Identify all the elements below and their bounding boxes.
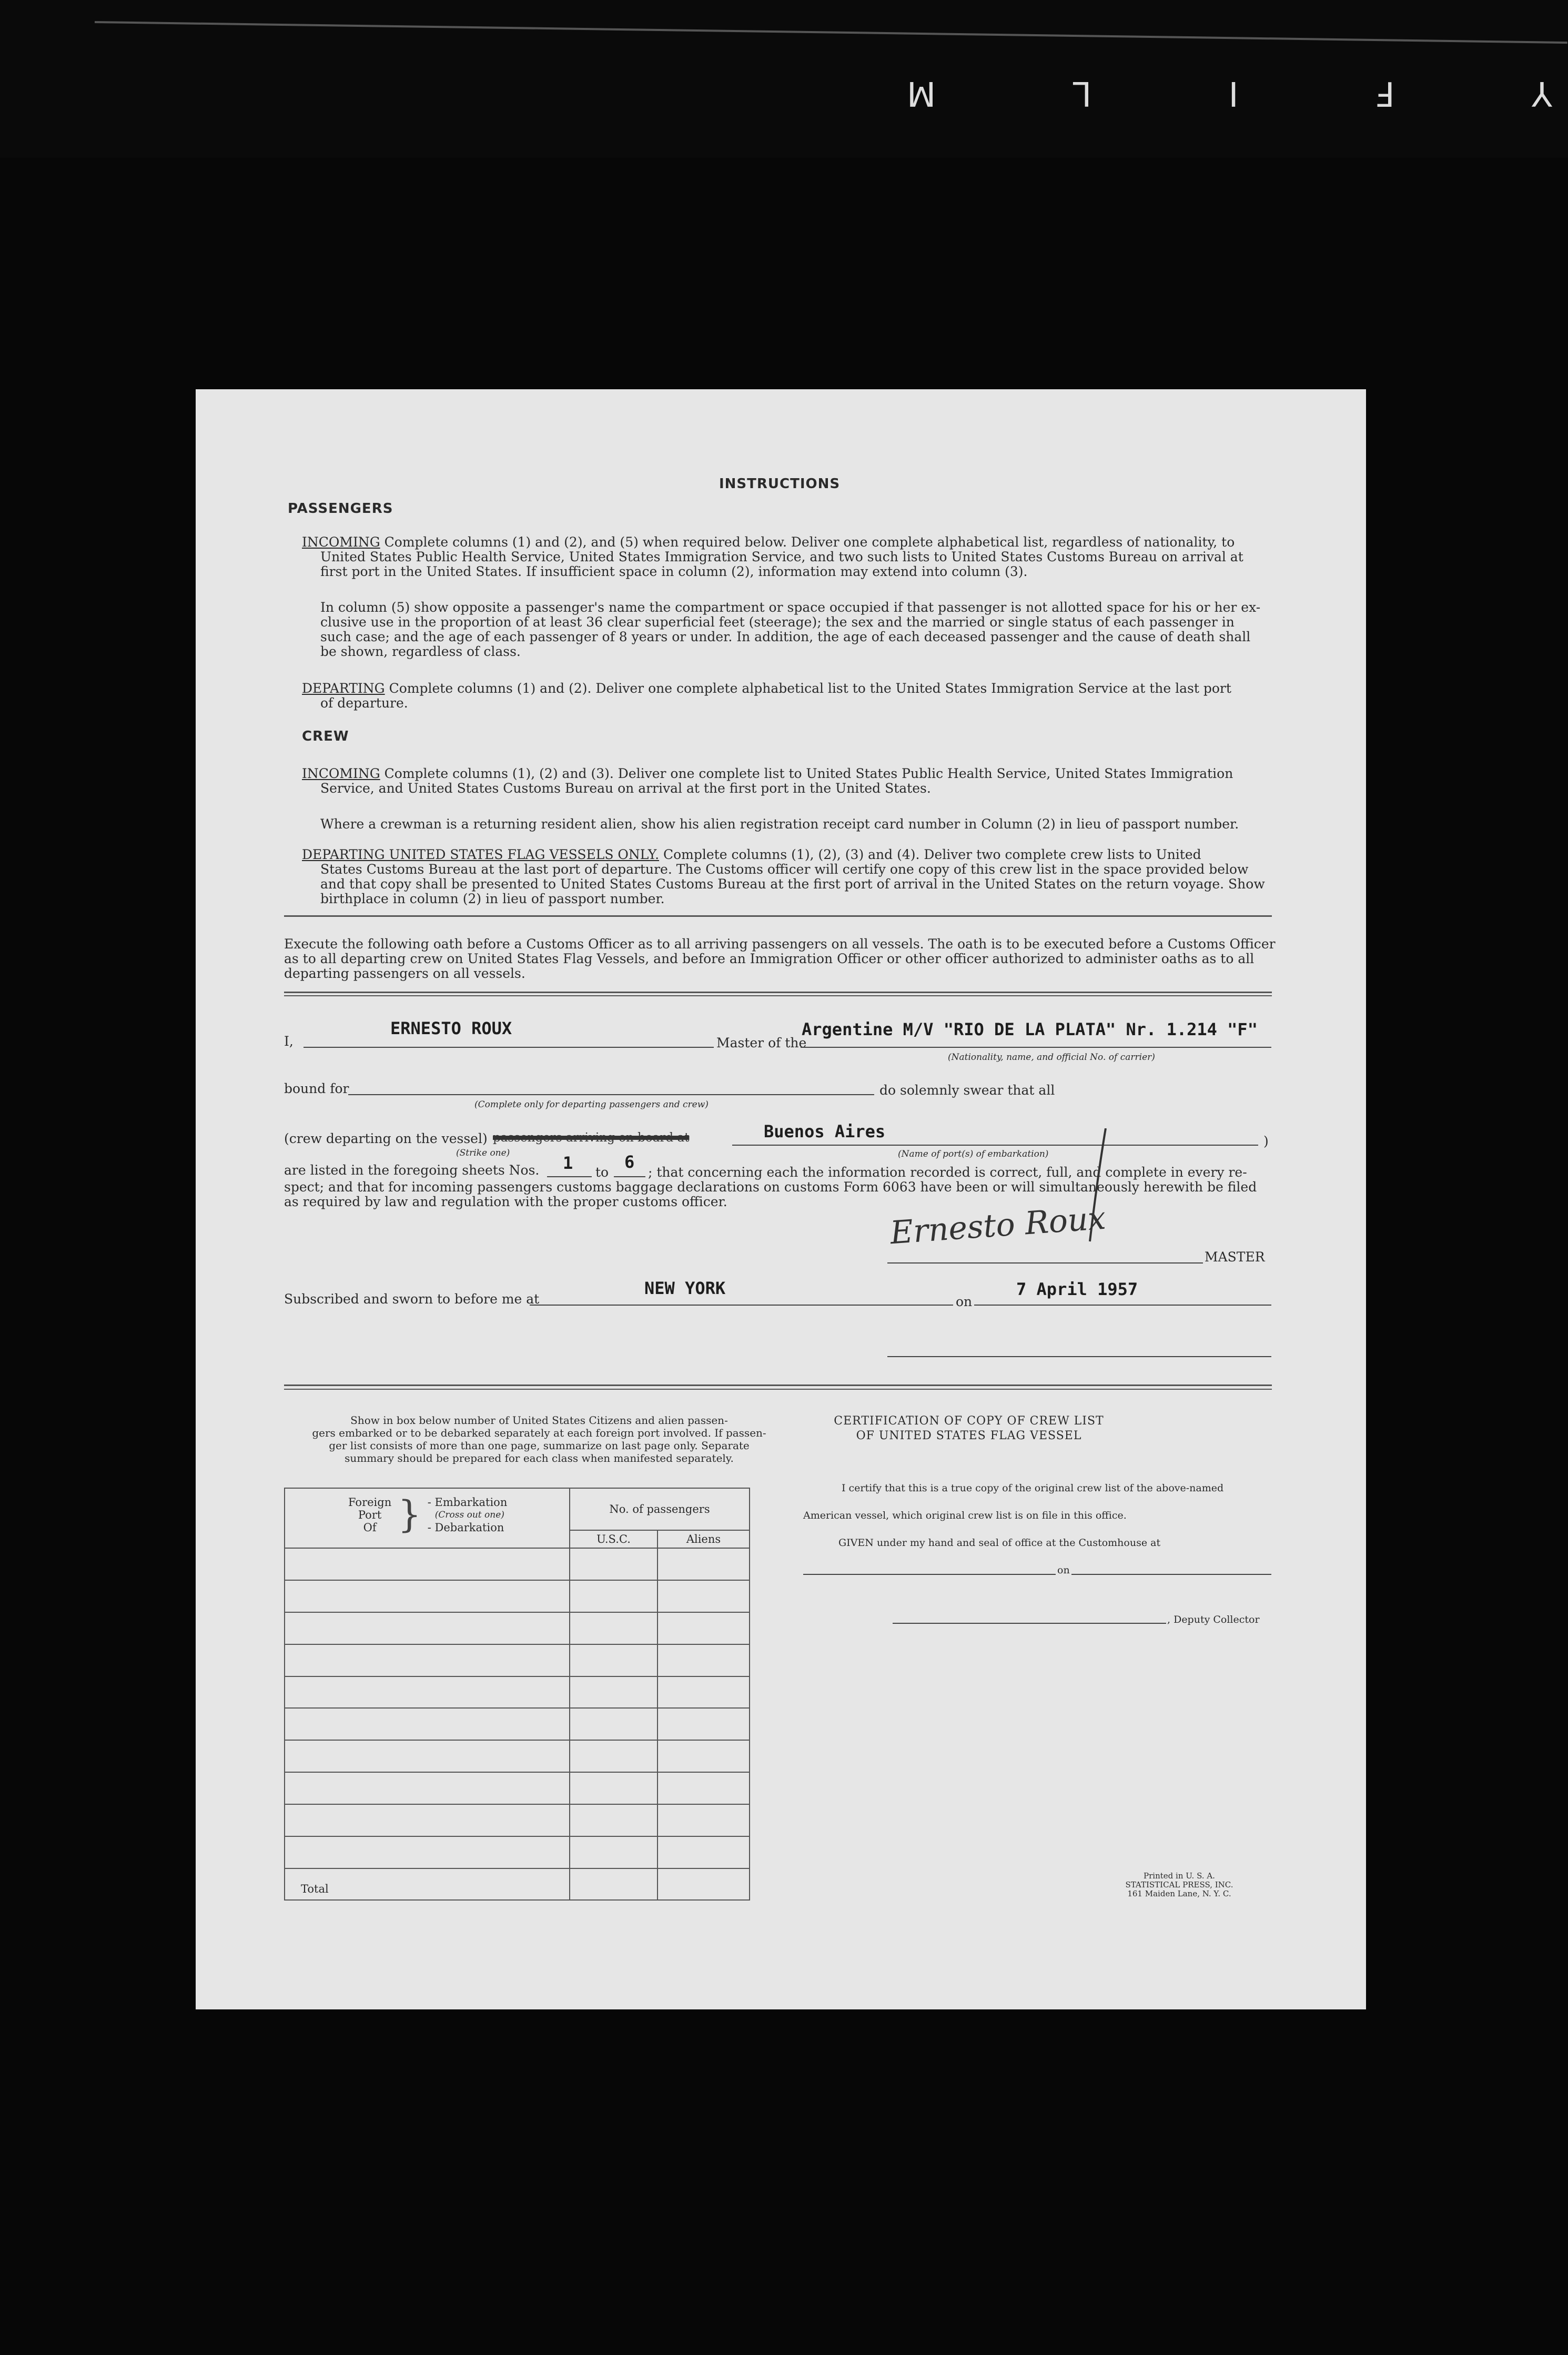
sheet-to-line [614, 1176, 645, 1177]
bound-caption: (Complete only for departing passengers and crew) [474, 1099, 709, 1110]
oath-intro-line-3: departing passengers on all vessels. [284, 966, 525, 981]
brace-icon: } [398, 1493, 421, 1536]
crew-incoming-line-1 [302, 766, 1233, 781]
vessel-name: Argentine M/V "RIO DE LA PLATA" Nr. 1.214 "F" [802, 1019, 1258, 1039]
printer-line-2: STATISTICAL PRESS, INC. [1125, 1880, 1233, 1889]
flag-label: DEPARTING UNITED STATES FLAG VESSELS ONLY. [302, 847, 660, 862]
signature-stroke [1085, 1128, 1111, 1244]
customhouse-line [803, 1574, 1056, 1575]
crew-departing [284, 1131, 488, 1146]
film-marks: Y F I L M [843, 74, 1552, 113]
to-label: to [595, 1165, 609, 1180]
divider [284, 1384, 1272, 1386]
table-row [285, 1612, 750, 1644]
on-label: on [956, 1294, 973, 1309]
printer-line-3: 161 Maiden Lane, N. Y. C. [1127, 1889, 1231, 1898]
i-label: I, [284, 1034, 294, 1049]
debarkation-label: - Debarkation [427, 1521, 504, 1534]
incoming-line-2: United States Public Health Service, United States Immigration Service, and two such lists to United States Customs Bureau on arrival at [320, 549, 1243, 564]
certification-title-1: CERTIFICATION OF COPY OF CREW LIST [834, 1414, 1104, 1428]
departing-line-1 [302, 681, 1231, 696]
usc-header: U.S.C. [570, 1530, 657, 1548]
port-name: Buenos Aires [764, 1121, 886, 1141]
master-signature: Ernesto Roux [889, 1199, 1107, 1252]
passenger-summary-table [284, 1488, 750, 1901]
table-row [285, 1740, 750, 1772]
date: 7 April 1957 [1016, 1279, 1138, 1299]
departing-label: DEPARTING [302, 681, 385, 696]
departing-text: Complete columns (1) and (2). Deliver one complete alphabetical list to the United States Immigration Service at the last port [389, 681, 1231, 696]
departing-line-2: of departure. [320, 695, 408, 711]
film-edge-line [95, 21, 1567, 44]
sheet-from: 1 [563, 1153, 573, 1173]
certify-line-2: spect; and that for incoming passengers customs baggage declarations on customs Form 6063 have been or will simultaneously herewith be filed [284, 1179, 1257, 1195]
flag-line-3: and that copy shall be presented to United States Customs Bureau at the first port of arrival in the United States on the return voyage. Show [320, 876, 1265, 892]
flag-line-4: birthplace in column (2) in lieu of passport number. [320, 891, 665, 906]
vessel-caption: (Nationality, name, and official No. of carrier) [948, 1052, 1155, 1063]
incoming-label: INCOMING [302, 534, 380, 550]
summary-note-line-1: Show in box below number of United States Citizens and alien passen- [350, 1414, 728, 1427]
incoming-text: Complete columns (1) and (2), and (5) when required below. Deliver one complete alphabetical list, regardless of nationality, to [384, 534, 1235, 550]
closing-paren: ) [1263, 1134, 1269, 1149]
summary-note-line-3: ger list consists of more than one page, summarize on last page only. Separate [329, 1439, 750, 1452]
total-row [285, 1868, 750, 1900]
master-name-line [304, 1047, 714, 1048]
crew-incoming-label: INCOMING [302, 766, 380, 781]
flag-line-1 [302, 847, 1201, 862]
sheets-label: are listed in the foregoing sheets Nos. [284, 1163, 540, 1178]
certify-line-1: ; that concerning each the information recorded is correct, full, and complete in every re- [648, 1165, 1247, 1180]
film-border [0, 0, 1568, 158]
strike-caption: (Strike one) [456, 1148, 510, 1158]
passengers-heading: PASSENGERS [288, 501, 393, 517]
certification-line-3: GIVEN under my hand and seal of office at the Customhouse at [838, 1537, 1161, 1549]
table-row [285, 1548, 750, 1580]
officer-signature-line [887, 1356, 1271, 1357]
divider [284, 915, 1272, 917]
printer-info [1090, 1872, 1269, 1898]
master-name: ERNESTO ROUX [390, 1018, 512, 1038]
printer-line-1: Printed in U. S. A. [1144, 1871, 1215, 1881]
incoming-line-3: first port in the United States. If insufficient space in column (2), information may extend into column (3). [320, 564, 1028, 579]
certification-date-line [1071, 1574, 1271, 1575]
certification-line-1: I certify that this is a true copy of the original crew list of the above-named [842, 1482, 1224, 1494]
table-row [285, 1676, 750, 1709]
table-header-row [285, 1488, 750, 1530]
column5-line-1: In column (5) show opposite a passenger's name the compartment or space occupied if that passenger is not allotted space for his or her ex- [320, 600, 1261, 615]
crew-incoming-text: Complete columns (1), (2) and (3). Deliver one complete list to United States Public Health Service, United States Immigration [384, 766, 1233, 781]
aliens-header: Aliens [657, 1530, 750, 1548]
divider [284, 992, 1272, 993]
master-signature-line [887, 1262, 1203, 1264]
certify-line-3: as required by law and regulation with the proper customs officer. [284, 1194, 727, 1209]
foreign-port-label-2: Port [358, 1509, 382, 1521]
table-row [285, 1772, 750, 1804]
column5-line-3: such case; and the age of each passenger of 8 years or under. In addition, the age of each deceased passenger and the cause of death shall [320, 629, 1251, 644]
date-line [974, 1305, 1271, 1306]
city-line [530, 1305, 953, 1306]
certification-line-2: American vessel, which original crew list is on file in this office. [803, 1510, 1127, 1521]
embarkation-label: - Embarkation [427, 1496, 508, 1509]
column5-line-2: clusive use in the proportion of at least 36 clear superficial feet (steerage); the sex and the married or single status of each passenger in [320, 614, 1235, 630]
master-of-label: Master of the [716, 1035, 807, 1050]
summary-note-line-2: gers embarked or to be debarked separately at each foreign port involved. If passen- [312, 1427, 766, 1439]
swear-text: do solemnly swear that all [879, 1083, 1055, 1098]
port-caption: (Name of port(s) of embarkation) [898, 1149, 1049, 1159]
table-row [285, 1580, 750, 1612]
cross-out-label: (Cross out one) [434, 1510, 504, 1520]
flag-line-2: States Customs Bureau at the last port of departure. The Customs officer will certify one copy of this crew list in the space provided below [320, 862, 1249, 877]
bound-for-label: bound for [284, 1081, 349, 1096]
divider [284, 1389, 1272, 1390]
certification-title-2: OF UNITED STATES FLAG VESSEL [856, 1429, 1082, 1442]
table-row [285, 1708, 750, 1740]
sheet-to: 6 [624, 1152, 635, 1172]
master-label: MASTER [1205, 1249, 1265, 1265]
vessel-line [801, 1047, 1271, 1048]
subscribed-label: Subscribed and sworn to before me at [284, 1291, 540, 1307]
oath-intro-line-2: as to all departing crew on United States Flag Vessels, and before an Immigration Officer or other officer authorized to administer oaths as to all [284, 951, 1255, 966]
divider [284, 995, 1272, 996]
table-row [285, 1644, 750, 1676]
crewman-line: Where a crewman is a returning resident alien, show his alien registration receipt card number in Column (2) in lieu of passport number. [320, 816, 1239, 832]
instructions-title: INSTRUCTIONS [719, 476, 841, 492]
summary-note-line-4: summary should be prepared for each class when manifested separately. [345, 1452, 734, 1464]
certification-on-label: on [1057, 1564, 1070, 1576]
certification-title [801, 1414, 1137, 1443]
bound-for-line [348, 1094, 874, 1095]
column5-line-4: be shown, regardless of class. [320, 644, 521, 659]
no-passengers-header: No. of passengers [570, 1488, 750, 1530]
city: NEW YORK [644, 1278, 726, 1298]
table-row [285, 1836, 750, 1868]
crew-incoming-line-2: Service, and United States Customs Bureau on arrival at the first port in the United States. [320, 781, 931, 796]
sheet-from-line [547, 1176, 592, 1177]
on-vessel-label: on the vessel) [395, 1131, 488, 1146]
oath-intro-line-1: Execute the following oath before a Customs Officer as to all arriving passengers on all vessels. The oath is to be executed before a Customs Officer [284, 936, 1276, 952]
struck-passengers-text: passengers arriving on board at [493, 1131, 690, 1145]
total-label: Total [285, 1868, 570, 1900]
foreign-port-header [285, 1488, 570, 1548]
document-sheet [196, 389, 1366, 2009]
crew-departing-label: (crew departing [284, 1131, 391, 1146]
table-row [285, 1804, 750, 1836]
crew-heading: CREW [302, 729, 349, 744]
port-line [732, 1145, 1258, 1146]
foreign-port-label-3: Of [363, 1521, 377, 1534]
foreign-port-label-1: Foreign [348, 1496, 392, 1509]
incoming-line-1 [302, 534, 1235, 550]
summary-note [284, 1414, 794, 1464]
deputy-collector-label: , Deputy Collector [1167, 1614, 1260, 1625]
flag-text: Complete columns (1), (2), (3) and (4). Deliver two complete crew lists to United [663, 847, 1201, 862]
deputy-signature-line [893, 1623, 1166, 1624]
